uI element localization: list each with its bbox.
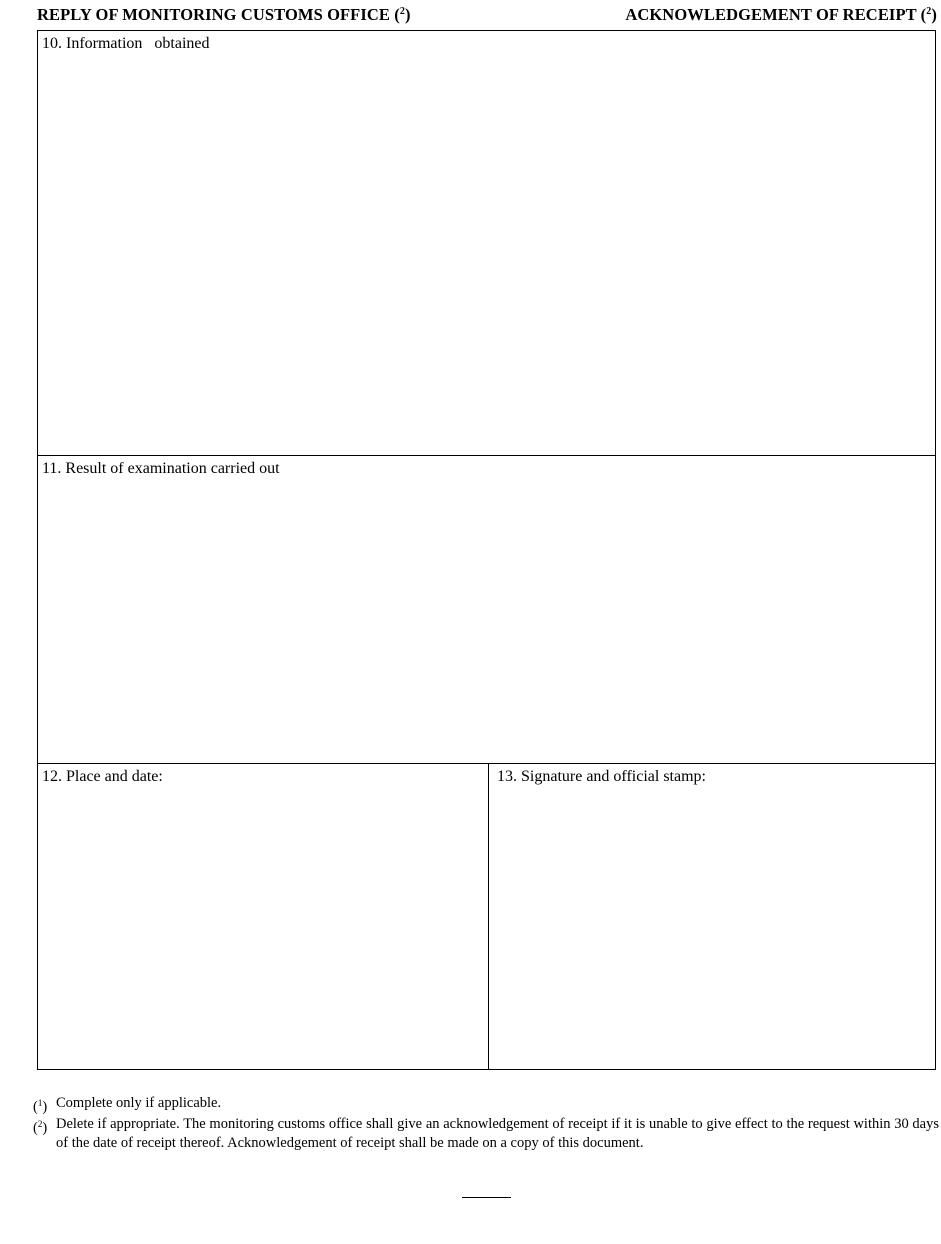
- field-11-number: 11.: [42, 460, 62, 477]
- field-result-of-examination[interactable]: [38, 456, 935, 764]
- field-12-number: 12.: [42, 768, 62, 785]
- reply-footnote-ref: ($^2$): [394, 5, 411, 24]
- field-signature-and-stamp[interactable]: [489, 764, 935, 1069]
- field-13-label: Signature and official stamp:: [521, 768, 706, 785]
- reply-form: [37, 30, 936, 1070]
- field-place-and-date[interactable]: [38, 764, 489, 1069]
- reply-heading-text: REPLY OF MONITORING CUSTOMS OFFICE: [37, 5, 391, 24]
- end-divider: [462, 1197, 511, 1198]
- footnotes: [33, 1094, 939, 1155]
- field-10-label: Information obtained: [66, 35, 210, 52]
- reply-heading: [37, 5, 411, 25]
- footnote-2-marker: ($^2$): [33, 1119, 48, 1136]
- field-12-label: Place and date:: [66, 768, 163, 785]
- footnote-2-text: Delete if appropriate. The monitoring customs office shall give an acknowledgement of receipt if it is unable to give effect to the request within 30 days of the date of receipt thereof. Acknowledgement of receipt shall be made on a copy of this document.: [56, 1116, 939, 1151]
- footnote-1: [33, 1094, 939, 1113]
- acknowledgement-heading: [625, 5, 937, 25]
- footnote-1-text: Complete only if applicable.: [56, 1095, 222, 1111]
- acknowledgement-heading-text: ACKNOWLEDGEMENT OF RECEIPT: [625, 5, 917, 24]
- field-10-number: 10.: [42, 35, 62, 52]
- acknowledgement-footnote-ref: ($^2$): [920, 5, 937, 24]
- footnote-2: [33, 1115, 939, 1153]
- field-13-number: 13.: [497, 768, 517, 785]
- field-11-label: Result of examination carried out: [65, 460, 280, 477]
- page-header: [37, 5, 937, 29]
- footnote-1-marker: ($^1$): [33, 1098, 48, 1115]
- field-information-obtained[interactable]: [38, 31, 935, 456]
